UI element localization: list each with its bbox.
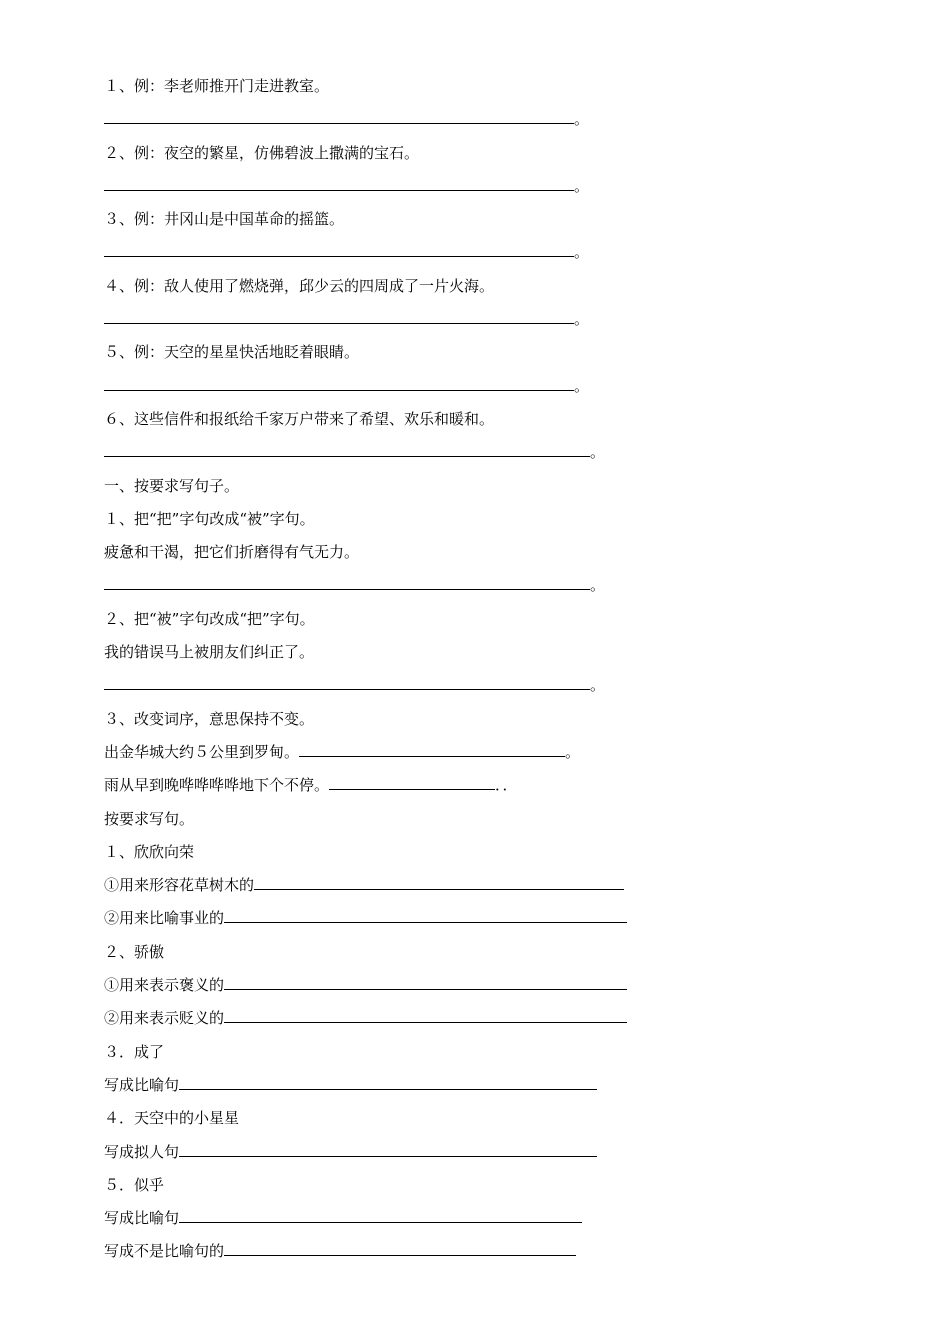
answer-row-6 bbox=[104, 436, 884, 469]
answer-blank[interactable] bbox=[299, 738, 565, 757]
answer-blank[interactable] bbox=[104, 671, 590, 690]
word-4-title bbox=[104, 1102, 884, 1135]
prompt-label: 写成不是比喻句的 bbox=[104, 1242, 225, 1261]
answer-blank[interactable] bbox=[254, 871, 624, 890]
question-sentence: 疲惫和干渴，把它们折磨得有气无力。 bbox=[104, 543, 360, 562]
word-title: ２、骄傲 bbox=[104, 942, 165, 961]
section-2-heading bbox=[104, 803, 884, 836]
example-4 bbox=[104, 270, 884, 303]
word-2a bbox=[104, 969, 884, 1002]
question-2-title bbox=[104, 603, 884, 636]
question-title: ３、改变词序，意思保持不变。 bbox=[104, 709, 315, 728]
answer-blank[interactable] bbox=[179, 1204, 582, 1223]
question-sentence: 出金华城大约５公里到罗甸。 bbox=[104, 742, 300, 761]
word-1a bbox=[104, 869, 884, 902]
word-2b bbox=[104, 1002, 884, 1035]
answer-row-2 bbox=[104, 170, 884, 203]
question-3b bbox=[104, 769, 884, 802]
answer-blank[interactable] bbox=[329, 771, 495, 790]
example-2 bbox=[104, 137, 884, 170]
word-5a bbox=[104, 1202, 884, 1235]
word-5-title bbox=[104, 1169, 884, 1202]
question-sentence: 我的错误马上被朋友们纠正了。 bbox=[104, 643, 315, 662]
end-mark: 。 bbox=[574, 176, 590, 195]
example-1 bbox=[104, 70, 884, 103]
end-mark: 。 bbox=[565, 742, 581, 761]
prompt-label: 写成比喻句 bbox=[104, 1209, 180, 1228]
prompt-label: 写成比喻句 bbox=[104, 1075, 180, 1094]
answer-blank[interactable] bbox=[104, 438, 590, 457]
example-1-text: １、例：李老师推开门走进教室。 bbox=[104, 77, 330, 95]
answer-blank[interactable] bbox=[179, 1138, 597, 1157]
end-mark: 。 bbox=[590, 676, 606, 695]
word-title: ４．天空中的小星星 bbox=[104, 1109, 240, 1128]
example-3-text: ３、例：井冈山是中国革命的摇篮。 bbox=[104, 210, 345, 229]
word-2-title bbox=[104, 936, 884, 969]
section-heading: 一、按要求写句子。 bbox=[104, 476, 240, 495]
example-3 bbox=[104, 203, 884, 236]
prompt-label: ①用来形容花草树木的 bbox=[104, 876, 255, 895]
answer-blank[interactable] bbox=[104, 105, 574, 124]
answer-row-q2 bbox=[104, 669, 884, 702]
question-2-sentence bbox=[104, 636, 884, 669]
word-5b bbox=[104, 1235, 884, 1268]
word-title: ５．似乎 bbox=[104, 1175, 165, 1194]
section-1-heading bbox=[104, 470, 884, 503]
answer-blank[interactable] bbox=[179, 1071, 597, 1090]
answer-blank[interactable] bbox=[224, 1004, 627, 1023]
question-3a bbox=[104, 736, 884, 769]
worksheet bbox=[104, 70, 884, 1269]
question-1-title bbox=[104, 503, 884, 536]
answer-row-4 bbox=[104, 303, 884, 336]
end-mark: 。 bbox=[590, 443, 606, 462]
answer-blank[interactable] bbox=[104, 571, 590, 590]
prompt-label: 写成拟人句 bbox=[104, 1142, 180, 1161]
example-4-text: ４、例：敌人使用了燃烧弹，邱少云的四周成了一片火海。 bbox=[104, 276, 495, 295]
example-5 bbox=[104, 336, 884, 369]
end-mark: ．． bbox=[495, 776, 518, 795]
answer-row-3 bbox=[104, 236, 884, 269]
section-heading: 按要求写句。 bbox=[104, 809, 195, 828]
answer-row-1 bbox=[104, 103, 884, 136]
end-mark: 。 bbox=[574, 243, 590, 262]
question-3-title bbox=[104, 703, 884, 736]
end-mark: 。 bbox=[574, 310, 590, 329]
example-6 bbox=[104, 403, 884, 436]
question-title: ２、把“被”字句改成“把”字句。 bbox=[104, 609, 315, 628]
word-3a bbox=[104, 1069, 884, 1102]
prompt-label: ①用来表示褒义的 bbox=[104, 976, 225, 995]
answer-blank[interactable] bbox=[104, 305, 574, 324]
answer-row-5 bbox=[104, 370, 884, 403]
prompt-label: ②用来比喻事业的 bbox=[104, 909, 225, 928]
example-5-text: ５、例：天空的星星快活地眨着眼睛。 bbox=[104, 343, 360, 362]
answer-blank[interactable] bbox=[104, 372, 574, 391]
word-3-title bbox=[104, 1036, 884, 1069]
answer-blank[interactable] bbox=[104, 172, 574, 191]
prompt-label: ②用来表示贬义的 bbox=[104, 1009, 225, 1028]
example-2-text: ２、例：夜空的繁星，仿佛碧波上撒满的宝石。 bbox=[104, 143, 420, 162]
end-mark: 。 bbox=[574, 376, 590, 395]
answer-blank[interactable] bbox=[224, 971, 627, 990]
word-title: ３．成了 bbox=[104, 1042, 165, 1061]
answer-blank[interactable] bbox=[224, 1237, 576, 1256]
question-1-sentence bbox=[104, 536, 884, 569]
end-mark: 。 bbox=[574, 110, 590, 129]
word-title: １、欣欣向荣 bbox=[104, 842, 195, 861]
end-mark: 。 bbox=[590, 576, 606, 595]
word-1-title bbox=[104, 836, 884, 869]
answer-row-q1 bbox=[104, 569, 884, 602]
answer-blank[interactable] bbox=[104, 238, 574, 257]
answer-blank[interactable] bbox=[224, 904, 627, 923]
question-sentence: 雨从早到晚哗哗哗哗地下个不停。 bbox=[104, 776, 330, 795]
word-1b bbox=[104, 902, 884, 935]
question-title: １、把“把”字句改成“被”字句。 bbox=[104, 509, 315, 528]
word-4a bbox=[104, 1136, 884, 1169]
example-6-text: ６、这些信件和报纸给千家万户带来了希望、欢乐和暖和。 bbox=[104, 409, 495, 428]
